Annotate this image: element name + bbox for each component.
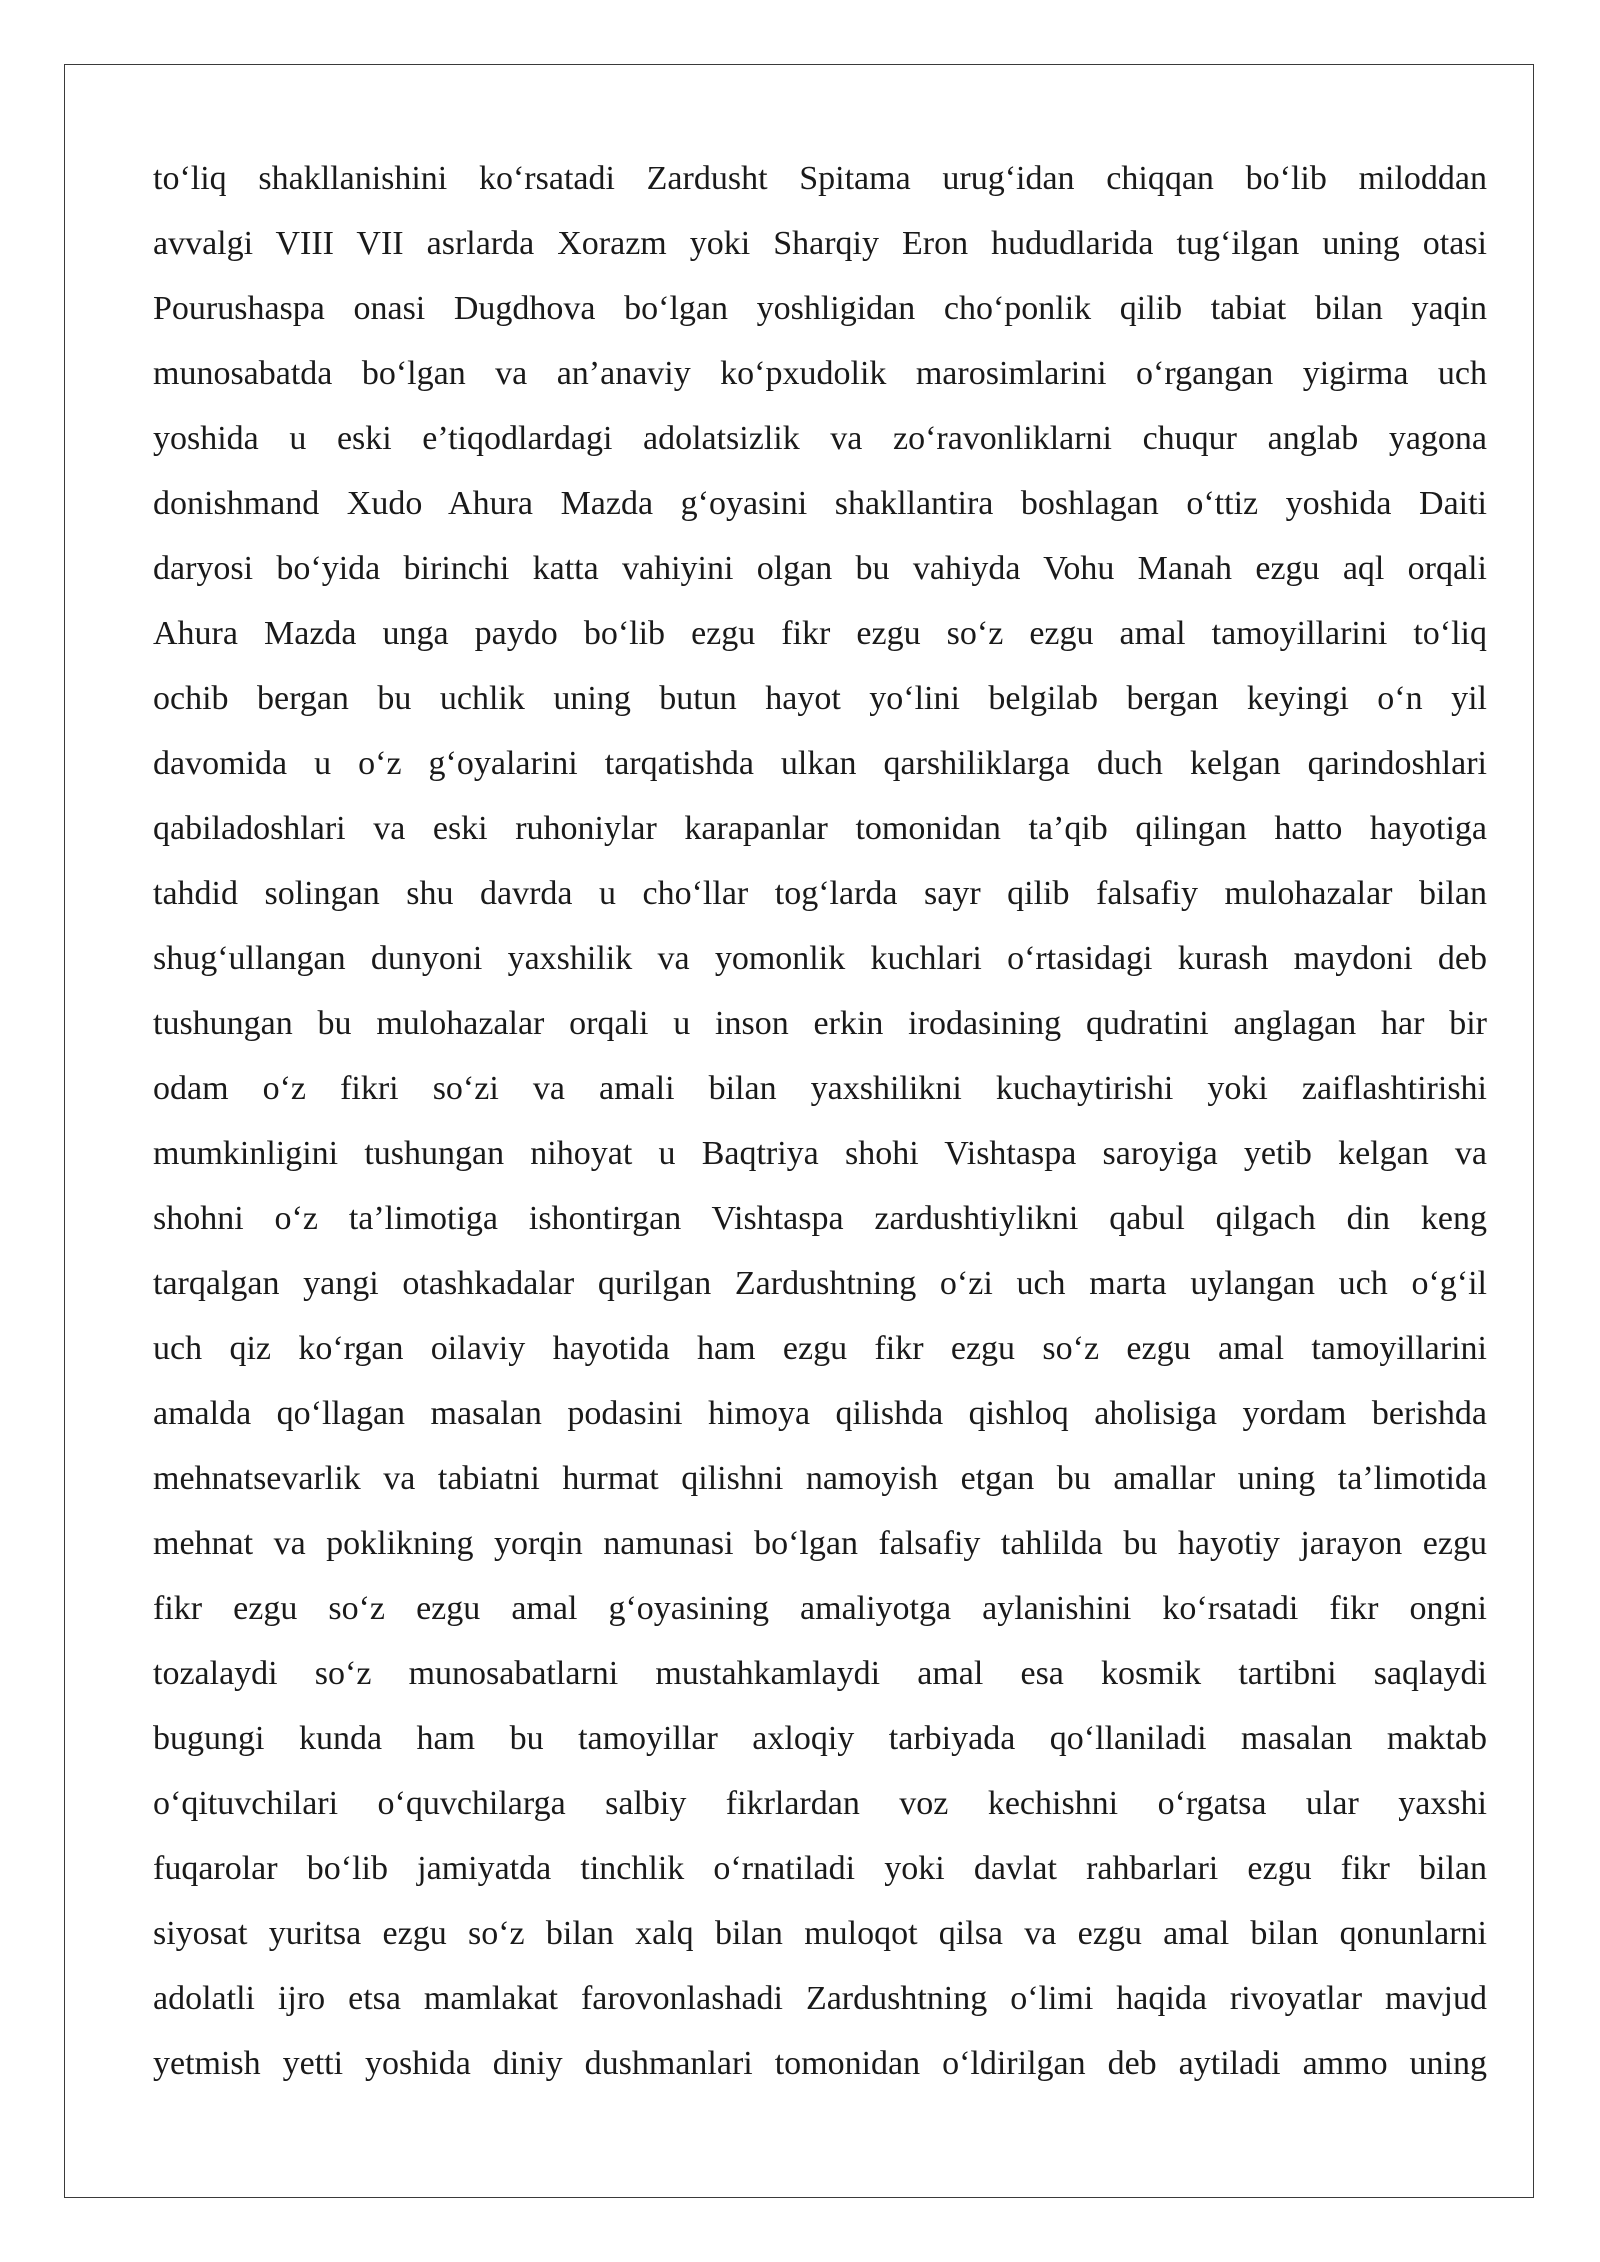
text-line: shohni o‘z ta’limotiga ishontirgan Vishtaspa zardushtiylikni qabul qilgach din keng (153, 1200, 1487, 1237)
body-paragraph (153, 146, 1487, 2096)
text-line: ochib bergan bu uchlik uning butun hayot yo‘lini belgilab bergan keyingi o‘n yil (153, 680, 1487, 717)
text-line: yetmish yetti yoshida diniy dushmanlari tomonidan o‘ldirilgan deb aytiladi ammo uning (153, 2045, 1487, 2082)
text-line: tarqalgan yangi otashkadalar qurilgan Zardushtning o‘zi uch marta uylangan uch o‘g‘il (153, 1265, 1487, 1302)
text-line: shug‘ullangan dunyoni yaxshilik va yomonlik kuchlari o‘rtasidagi kurash maydoni deb (153, 940, 1487, 977)
text-line: qabiladoshlari va eski ruhoniylar karapanlar tomonidan ta’qib qilingan hatto hayotiga (153, 810, 1487, 847)
text-line: tushungan bu mulohazalar orqali u inson erkin irodasining qudratini anglagan har bir (153, 1005, 1487, 1042)
text-line: mehnatsevarlik va tabiatni hurmat qilishni namoyish etgan bu amallar uning ta’limotida (153, 1460, 1487, 1497)
text-line: adolatli ijro etsa mamlakat farovonlashadi Zardushtning o‘limi haqida rivoyatlar mavjud (153, 1980, 1487, 2017)
text-line: avvalgi VIII VII asrlarda Xorazm yoki Sharqiy Eron hududlarida tug‘ilgan uning otasi (153, 225, 1487, 262)
text-line: donishmand Xudo Ahura Mazda g‘oyasini shakllantira boshlagan o‘ttiz yoshida Daiti (153, 485, 1487, 522)
text-line: yoshida u eski e’tiqodlardagi adolatsizlik va zo‘ravonliklarni chuqur anglab yagona (153, 420, 1487, 457)
text-line: davomida u o‘z g‘oyalarini tarqatishda ulkan qarshiliklarga duch kelgan qarindoshlari (153, 745, 1487, 782)
text-line: mehnat va poklikning yorqin namunasi bo‘lgan falsafiy tahlilda bu hayotiy jarayon ezgu (153, 1525, 1487, 1562)
text-line: bugungi kunda ham bu tamoyillar axloqiy tarbiyada qo‘llaniladi masalan maktab (153, 1720, 1487, 1757)
text-line: Pourushaspa onasi Dugdhova bo‘lgan yoshligidan cho‘ponlik qilib tabiat bilan yaqin (153, 290, 1487, 327)
text-line: to‘liq shakllanishini ko‘rsatadi Zardusht Spitama urug‘idan chiqqan bo‘lib miloddan (153, 160, 1487, 197)
text-line: munosabatda bo‘lgan va an’anaviy ko‘pxudolik marosimlarini o‘rgangan yigirma uch (153, 355, 1487, 392)
text-line: mumkinligini tushungan nihoyat u Baqtriya shohi Vishtaspa saroyiga yetib kelgan va (153, 1135, 1487, 1172)
text-line: odam o‘z fikri so‘zi va amali bilan yaxshilikni kuchaytirishi yoki zaiflashtirishi (153, 1070, 1487, 1107)
text-line: tozalaydi so‘z munosabatlarni mustahkamlaydi amal esa kosmik tartibni saqlaydi (153, 1655, 1487, 1692)
text-line: fikr ezgu so‘z ezgu amal g‘oyasining amaliyotga aylanishini ko‘rsatadi fikr ongni (153, 1590, 1487, 1627)
text-line: uch qiz ko‘rgan oilaviy hayotida ham ezgu fikr ezgu so‘z ezgu amal tamoyillarini (153, 1330, 1487, 1367)
text-line: siyosat yuritsa ezgu so‘z bilan xalq bilan muloqot qilsa va ezgu amal bilan qonunlarni (153, 1915, 1487, 1952)
text-line: Ahura Mazda unga paydo bo‘lib ezgu fikr ezgu so‘z ezgu amal tamoyillarini to‘liq (153, 615, 1487, 652)
text-line: o‘qituvchilari o‘quvchilarga salbiy fikrlardan voz kechishni o‘rgatsa ular yaxshi (153, 1785, 1487, 1822)
text-line: daryosi bo‘yida birinchi katta vahiyini olgan bu vahiyda Vohu Manah ezgu aql orqali (153, 550, 1487, 587)
text-line: fuqarolar bo‘lib jamiyatda tinchlik o‘rnatiladi yoki davlat rahbarlari ezgu fikr bilan (153, 1850, 1487, 1887)
text-line: tahdid solingan shu davrda u cho‘llar tog‘larda sayr qilib falsafiy mulohazalar bilan (153, 875, 1487, 912)
text-line: amalda qo‘llagan masalan podasini himoya qilishda qishloq aholisiga yordam berishda (153, 1395, 1487, 1432)
